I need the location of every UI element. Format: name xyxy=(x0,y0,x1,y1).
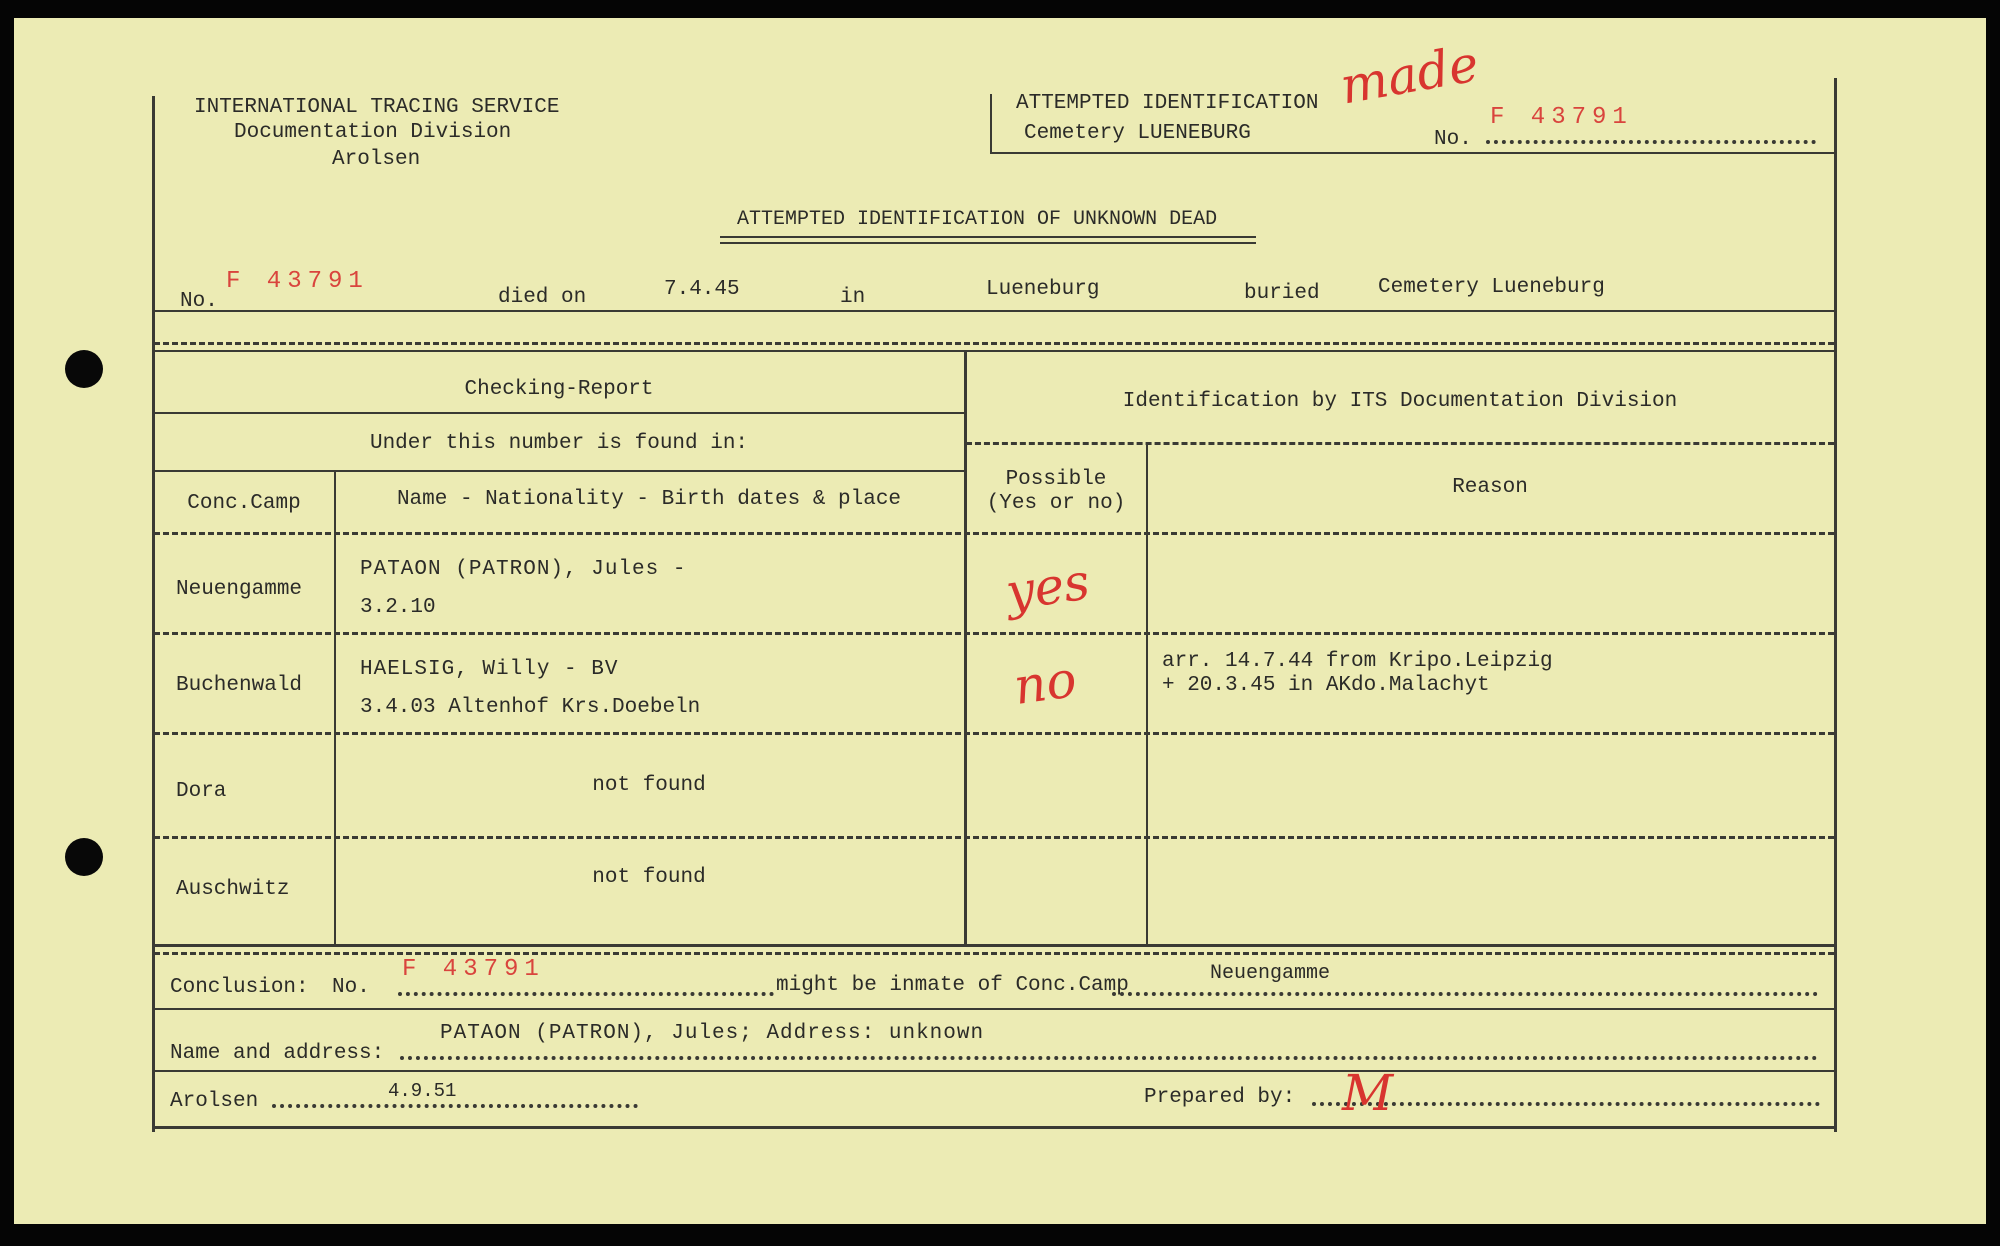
checking-subtitle-line xyxy=(154,470,964,472)
frame-bottom xyxy=(152,1126,1837,1129)
conclusion-camp-value: Neuengamme xyxy=(1210,962,1331,985)
buried-value: Cemetery Lueneburg xyxy=(1378,276,1605,299)
name-address-line xyxy=(154,1070,1834,1072)
conclusion-no-dots xyxy=(398,992,774,996)
punch-hole-top xyxy=(65,350,103,388)
prepared-by-label: Prepared by: xyxy=(1144,1086,1296,1109)
record-no-value: F 43791 xyxy=(226,268,369,295)
conclusion-label: Conclusion: xyxy=(170,976,309,999)
box-left-border xyxy=(990,94,992,152)
row1-possible-yes: yes xyxy=(1002,552,1094,622)
frame-left xyxy=(152,96,155,1132)
col-header-reason: Reason xyxy=(1452,476,1528,499)
row2-name: HAELSIG, Willy - BV xyxy=(360,658,619,681)
buried-label: buried xyxy=(1244,282,1320,305)
conclusion-inmate-text: might be inmate of Conc.Camp xyxy=(776,974,1129,997)
box-no-label: No. xyxy=(1434,128,1472,151)
box-no-value: F 43791 xyxy=(1490,104,1633,131)
name-address-dots xyxy=(400,1056,1818,1060)
conclusion-no-value: F 43791 xyxy=(402,956,545,983)
row1-birth: 3.2.10 xyxy=(360,596,436,619)
form-title: ATTEMPTED IDENTIFICATION OF UNKNOWN DEAD xyxy=(737,208,1218,231)
row2-birth: 3.4.03 Altenhof Krs.Doebeln xyxy=(360,696,701,719)
table-top-border xyxy=(154,342,1834,345)
row-camp-neuengamme: Neuengamme xyxy=(176,578,303,601)
row3-name: not found xyxy=(592,774,706,797)
box-cemetery: Cemetery LUENEBURG xyxy=(1024,122,1251,145)
row-camp-auschwitz: Auschwitz xyxy=(176,878,290,901)
name-address-value: PATAON (PATRON), Jules; Address: unknown xyxy=(440,1022,985,1045)
row-camp-dora: Dora xyxy=(176,780,227,803)
col-divider-possible xyxy=(1146,442,1148,946)
org-name: INTERNATIONAL TRACING SERVICE xyxy=(194,96,560,119)
table-top-border-2 xyxy=(154,350,1834,352)
footer-date: 4.9.51 xyxy=(388,1080,457,1102)
col-header-camp: Conc.Camp xyxy=(187,492,301,515)
org-place: Arolsen xyxy=(332,148,421,171)
row2-reason-1: arr. 14.7.44 from Kripo.Leipzig xyxy=(1162,650,1553,673)
checking-title-line xyxy=(154,412,964,414)
box-title: ATTEMPTED IDENTIFICATION xyxy=(1016,92,1319,115)
table-bottom-border-2 xyxy=(154,952,1834,955)
prepared-by-initial: M xyxy=(1342,1064,1394,1122)
identification-card xyxy=(14,18,1986,1224)
row3-bottom-line xyxy=(154,836,1834,839)
conclusion-line xyxy=(154,1008,1834,1010)
identification-title: Identification by ITS Documentation Division xyxy=(1122,390,1678,413)
table-divider-main xyxy=(964,350,967,946)
row1-name: PATAON (PATRON), Jules - xyxy=(360,558,687,581)
handwritten-note: made xyxy=(1336,34,1483,116)
col-header-possible-1: Possible xyxy=(1005,468,1107,491)
box-bottom-border xyxy=(990,152,1836,154)
org-division: Documentation Division xyxy=(234,121,512,144)
record-underline xyxy=(154,310,1834,312)
col-header-name: Name - Nationality - Birth dates & place xyxy=(396,488,902,511)
table-bottom-border xyxy=(154,944,1834,947)
died-on-value: 7.4.45 xyxy=(664,278,740,301)
frame-right xyxy=(1834,78,1837,1132)
conclusion-no-label: No. xyxy=(332,976,370,999)
record-no-label: No. xyxy=(180,290,218,313)
in-label: in xyxy=(840,286,866,309)
checking-subtitle: Under this number is found in: xyxy=(369,432,749,455)
checking-report-title: Checking-Report xyxy=(464,378,654,401)
punch-hole-bottom xyxy=(65,838,103,876)
conclusion-camp-dots xyxy=(1112,992,1818,996)
footer-date-dots xyxy=(272,1104,638,1108)
footer-place: Arolsen xyxy=(170,1090,259,1113)
col-header-possible-2: (Yes or no) xyxy=(986,492,1126,515)
title-underline-2 xyxy=(720,242,1256,244)
box-no-dots xyxy=(1486,140,1816,144)
row1-bottom-line xyxy=(154,632,1834,635)
name-address-label: Name and address: xyxy=(170,1042,385,1065)
row2-possible-no: no xyxy=(1010,649,1081,717)
in-value: Lueneburg xyxy=(986,278,1100,301)
identification-title-line xyxy=(966,442,1834,445)
row4-name: not found xyxy=(592,866,706,889)
header-separator xyxy=(154,532,1834,535)
died-on-label: died on xyxy=(498,286,587,309)
row-camp-buchenwald: Buchenwald xyxy=(176,674,303,697)
row2-reason-2: + 20.3.45 in AKdo.Malachyt xyxy=(1162,674,1490,697)
title-underline-1 xyxy=(720,236,1256,238)
row2-bottom-line xyxy=(154,732,1834,735)
